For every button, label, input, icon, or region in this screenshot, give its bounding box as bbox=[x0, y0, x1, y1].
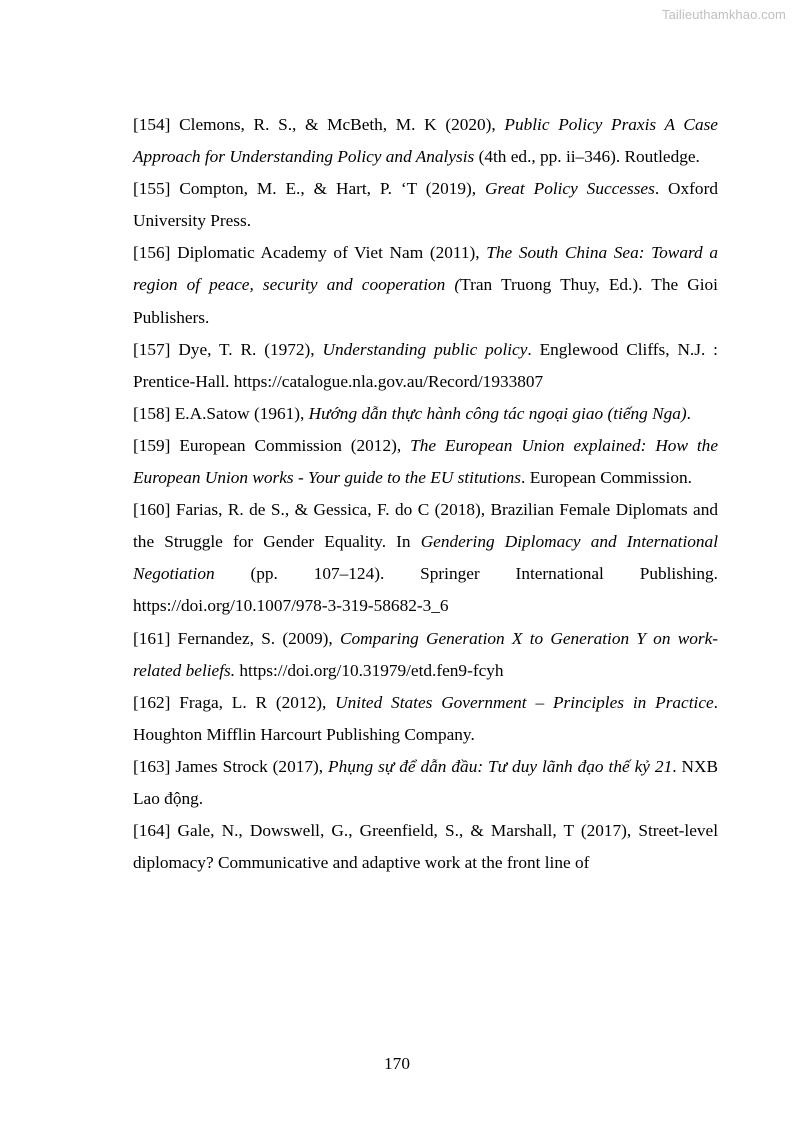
reference-list bbox=[133, 109, 718, 879]
reference-title: The South China Sea: Toward a region of peace, security and cooperation ( bbox=[133, 243, 718, 295]
reference-item: [164] Gale, N., Dowswell, G., Greenfield, S., & Marshall, T (2017), Street-level diplomacy? Communicative and adaptive work at the front line of bbox=[133, 821, 718, 873]
reference-item: [159] European Commission (2012), The European Union explained: How the European Union works - Your guide to the EU stitutions. European Commission. bbox=[133, 435, 718, 488]
reference-title: The European Union explained: How the European Union works - Your guide to the EU stitutions bbox=[133, 435, 718, 488]
reference-item: [154] Clemons, R. S., & McBeth, M. K (2020), Public Policy Praxis A Case Approach for Understanding Policy and Analysis (4th ed., pp. ii–346). Routledge. bbox=[133, 115, 718, 167]
reference-title: Understanding public policy bbox=[322, 339, 528, 359]
reference-item: [160] Farias, R. de S., & Gessica, F. do C (2018), Brazilian Female Diplomats and the Struggle for Gender Equality. In Gendering Diplomacy and International Negotiation (pp. 107–124). Springer International Publishing. https://doi.org/10.1007/978-3-319-58682-3_6 bbox=[133, 500, 718, 616]
reference-title: Gendering Diplomacy and International Negotiation bbox=[133, 532, 718, 584]
reference-title: United States Government – Principles in Practice bbox=[335, 692, 714, 712]
page-number: 170 bbox=[384, 1054, 410, 1073]
reference-title: Hướng dẫn thực hành công tác ngoại giao (tiếng Nga) bbox=[308, 403, 687, 423]
reference-title: Great Policy Successes bbox=[485, 179, 655, 199]
reference-item: [157] Dye, T. R. (1972), Understanding public policy. Englewood Cliffs, N.J. : Prentice-Hall. https://catalogue.nla.gov.au/Record/1933807 bbox=[133, 339, 718, 391]
reference-item: [158] E.A.Satow (1961), Hướng dẫn thực hành công tác ngoại giao (tiếng Nga). bbox=[133, 403, 691, 423]
reference-title: Comparing Generation X to Generation Y on work-related beliefs. bbox=[133, 628, 719, 680]
reference-item: [161] Fernandez, S. (2009), Comparing Generation X to Generation Y on work-related beliefs. https://doi.org/10.31979/etd.fen9-fcyh bbox=[133, 628, 719, 680]
reference-item: [155] Compton, M. E., & Hart, P. ‘T (2019), Great Policy Successes. Oxford University Press. bbox=[133, 179, 718, 231]
reference-title: Public Policy Praxis A Case Approach for Understanding Policy and Analysis bbox=[133, 115, 718, 167]
reference-item: [163] James Strock (2017), Phụng sự để dẫn đầu: Tư duy lãnh đạo thế kỷ 21. NXB Lao động. bbox=[133, 756, 718, 808]
reference-title: Phụng sự để dẫn đầu: Tư duy lãnh đạo thế kỷ 21 bbox=[328, 756, 673, 776]
reference-item: [162] Fraga, L. R (2012), United States Government – Principles in Practice. Houghton Mifflin Harcourt Publishing Company. bbox=[133, 692, 718, 744]
reference-item: [156] Diplomatic Academy of Viet Nam (2011), The South China Sea: Toward a region of peace, security and cooperation (Tran Truong Thuy, Ed.). The Gioi Publishers. bbox=[133, 243, 718, 327]
watermark: Tailieuthamkhao.com bbox=[661, 7, 786, 22]
